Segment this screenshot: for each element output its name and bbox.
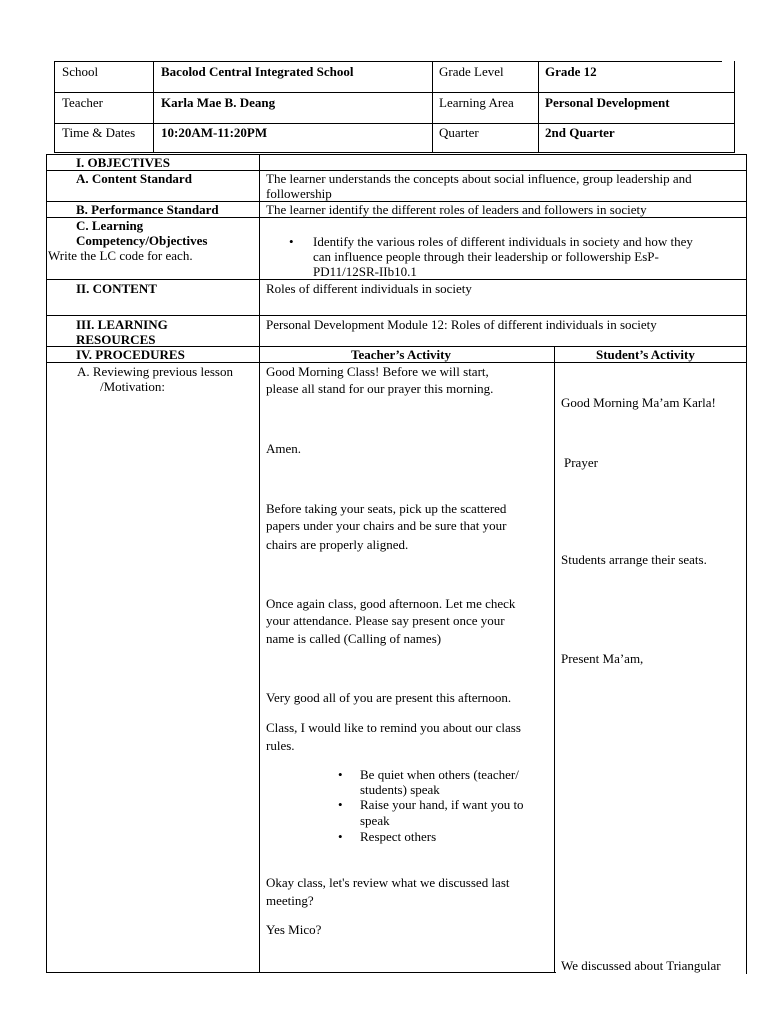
content-value: Roles of different individuals in society <box>266 281 472 296</box>
bullet-icon: • <box>289 234 294 249</box>
teacher-line: Once again class, good afternoon. Let me check <box>266 596 516 611</box>
teacher-line: chairs are properly aligned. <box>266 537 409 552</box>
procedures-col-divider <box>554 346 555 973</box>
learning-area-label: Learning Area <box>439 95 514 110</box>
teacher-line: please all stand for our prayer this morning. <box>266 381 494 396</box>
content-standard-line: followership <box>266 186 332 201</box>
performance-standard-label: B. Performance Standard <box>76 202 219 217</box>
teacher-line: Class, I would like to remind you about our class <box>266 720 521 735</box>
school-label: School <box>62 64 99 79</box>
teacher-line: papers under your chairs and be sure that your <box>266 518 507 533</box>
learning-area-value: Personal Development <box>545 95 670 110</box>
student-line: Students arrange their seats. <box>561 552 707 567</box>
row-divider <box>46 362 747 363</box>
header-right-border <box>734 61 735 153</box>
time-label: Time & Dates <box>62 125 136 140</box>
main-left-border <box>46 154 47 973</box>
row-divider <box>46 217 747 218</box>
student-line: We discussed about Triangular <box>561 958 721 973</box>
main-col-divider <box>259 154 260 973</box>
header-row-divider <box>54 123 735 124</box>
teacher-line: Before taking your seats, pick up the scattered <box>266 501 507 516</box>
header-col-divider <box>432 61 433 153</box>
grade-level-label: Grade Level <box>439 64 504 79</box>
bullet-icon: • <box>338 767 343 782</box>
row-divider <box>46 279 747 280</box>
step-a-label: A. Reviewing previous lesson <box>77 364 233 379</box>
teacher-line: meeting? <box>266 893 314 908</box>
objectives-heading: I. OBJECTIVES <box>76 155 170 170</box>
teacher-line: Amen. <box>266 441 302 456</box>
resources-heading: III. LEARNING <box>76 317 168 332</box>
header-col-divider <box>153 61 154 153</box>
time-value: 10:20AM-11:20PM <box>161 125 268 140</box>
teacher-activity-header: Teacher’s Activity <box>351 347 452 362</box>
resources-value: Personal Development Module 12: Roles of different individuals in society <box>266 317 657 332</box>
quarter-label: Quarter <box>439 125 479 140</box>
teacher-label: Teacher <box>62 95 103 110</box>
content-standard-line: The learner understands the concepts about social influence, group leadership and <box>266 171 692 186</box>
header-col-divider <box>538 61 539 153</box>
teacher-line: Okay class, let's review what we discussed last <box>266 875 510 890</box>
procedures-heading: IV. PROCEDURES <box>76 347 185 362</box>
rule-item: Raise your hand, if want you to <box>360 797 524 812</box>
student-activity-header: Student’s Activity <box>596 347 695 362</box>
header-bottom-border <box>54 152 735 153</box>
header-top-border <box>54 61 722 62</box>
grade-level-value: Grade 12 <box>545 64 597 79</box>
main-right-border <box>746 154 747 974</box>
competency-label: Competency/Objectives <box>76 233 208 248</box>
competency-line: can influence people through their leadership or followership EsP- <box>313 249 659 264</box>
teacher-line: Very good all of you are present this afternoon. <box>266 690 512 705</box>
content-standard-label: A. Content Standard <box>76 171 192 186</box>
teacher-value: Karla Mae B. Deang <box>161 95 276 110</box>
performance-standard-value: The learner identify the different roles of leaders and followers in society <box>266 202 647 217</box>
student-line: Present Ma’am, <box>561 651 644 666</box>
rule-item: speak <box>360 813 390 828</box>
rule-item: Respect others <box>360 829 437 844</box>
competency-line: PD11/12SR-IIb10.1 <box>313 264 417 279</box>
student-line: Prayer <box>564 455 598 470</box>
main-bottom-border <box>46 972 556 973</box>
teacher-line: Good Morning Class! Before we will start, <box>266 364 489 379</box>
header-row-divider <box>54 92 735 93</box>
step-a-label: /Motivation: <box>100 379 165 394</box>
teacher-line: name is called (Calling of names) <box>266 631 442 646</box>
resources-heading: RESOURCES <box>76 332 156 347</box>
row-divider <box>46 315 747 316</box>
student-line: Good Morning Ma’am Karla! <box>561 395 716 410</box>
teacher-line: Yes Mico? <box>266 922 322 937</box>
header-left-border <box>54 61 55 153</box>
content-heading: II. CONTENT <box>76 281 157 296</box>
teacher-line: rules. <box>266 738 295 753</box>
competency-label: C. Learning <box>76 218 144 233</box>
bullet-icon: • <box>338 829 343 844</box>
teacher-line: your attendance. Please say present once your <box>266 613 505 628</box>
competency-note: Write the LC code for each. <box>48 248 193 263</box>
quarter-value: 2nd Quarter <box>545 125 615 140</box>
bullet-icon: • <box>338 797 343 812</box>
competency-line: Identify the various roles of different individuals in society and how they <box>313 234 693 249</box>
rule-item: Be quiet when others (teacher/ <box>360 767 519 782</box>
school-value: Bacolod Central Integrated School <box>161 64 354 79</box>
rule-item: students) speak <box>360 782 440 797</box>
